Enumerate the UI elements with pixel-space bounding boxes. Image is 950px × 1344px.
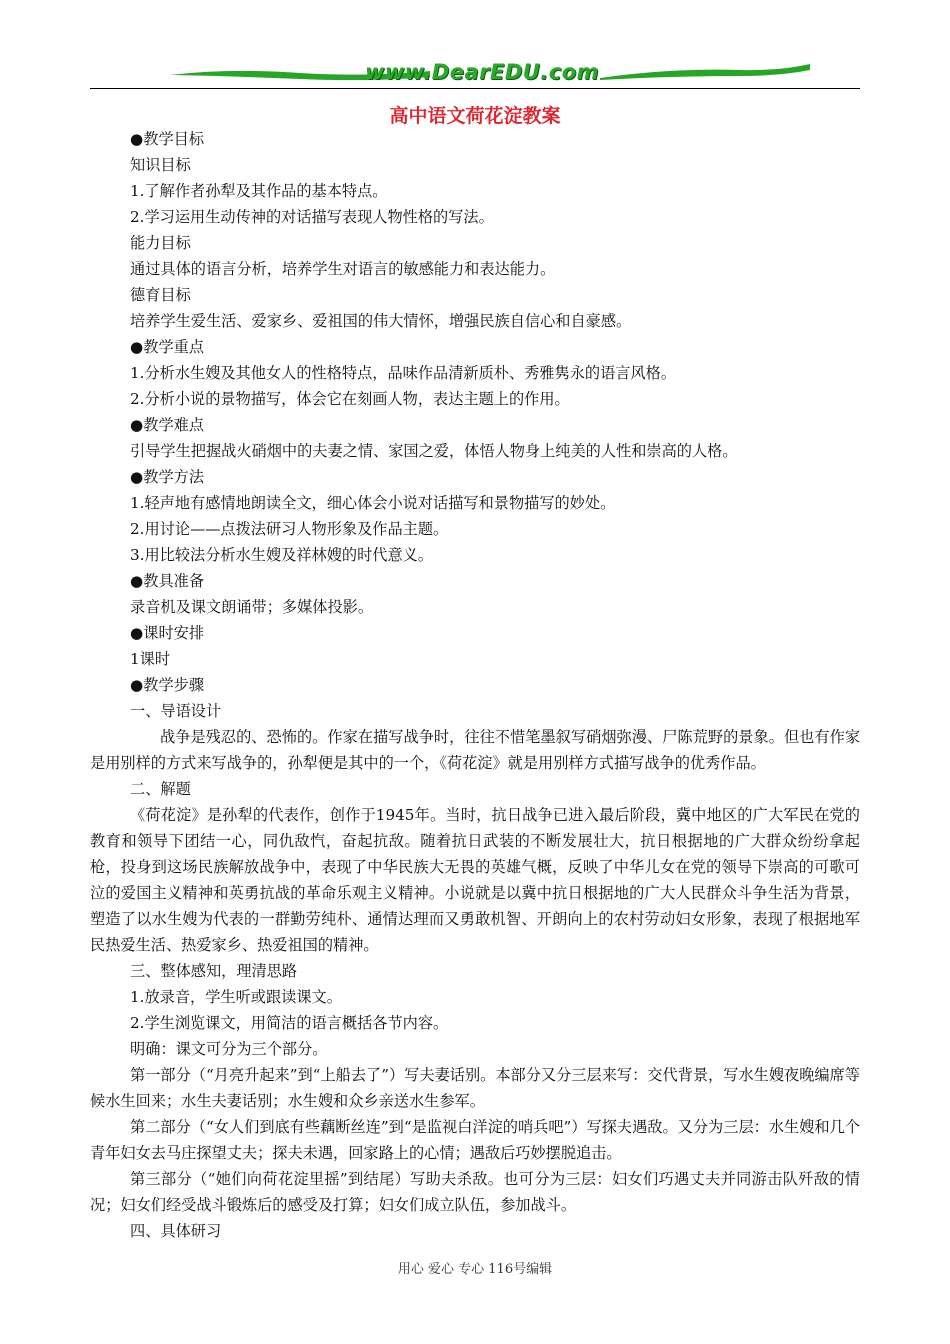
- section-heading: ●教具准备: [130, 572, 205, 590]
- subheading: 能力目标: [130, 234, 191, 252]
- site-logo[interactable]: www.DearEDU.com: [364, 60, 600, 84]
- part-three-paragraph: 第三部分（“她们向荷花淀里摇”到结尾）写助夫杀敌。也可分为三层：妇女们巧遇丈夫并同游击队歼敌的情况；妇女们经受战斗锻炼后的感受及打算；妇女们成立队伍，参加战斗。: [90, 1170, 860, 1214]
- step-heading: 一、导语设计: [130, 702, 222, 720]
- text-line: 培养学生爱生活、爱家乡、爱祖国的伟大情怀，增强民族自信心和自豪感。: [130, 312, 632, 330]
- right-swoosh-decoration: [600, 64, 810, 82]
- section-heading: ●教学难点: [130, 416, 205, 434]
- text-line: 明确：课文可分为三个部分。: [130, 1040, 328, 1058]
- list-item: 3.用比较法分析水生嫂及祥林嫂的时代意义。: [130, 546, 434, 564]
- list-item: 2.学习运用生动传神的对话描写表现人物性格的写法。: [130, 208, 494, 226]
- list-item: 1.放录音，学生听或跟读课文。: [130, 988, 342, 1006]
- intro-paragraph: 战争是残忍的、恐怖的。作家在描写战争时，往往不惜笔墨叙写硝烟弥漫、尸陈荒野的景象。但也有作家是用别样的方式来写战争的，孙犁便是其中的一个，《荷花淀》就是用别样方式描写战争的优秀作品。: [90, 728, 860, 772]
- subheading: 知识目标: [130, 156, 191, 174]
- title-analysis-paragraph: 《荷花淀》是孙犁的代表作，创作于1945年。当时，抗日战争已进入最后阶段，冀中地区的广大军民在党的教育和领导下团结一心，同仇敌忾，奋起抗敌。随着抗日武装的不断发展壮大，抗日根据地的广大群众纷纷拿起枪，投身到这场民族解放战争中，表现了中华民族大无畏的英雄气概，反映了中华儿女在党的领导下崇高的可歌可泣的爱国主义精神和英勇抗战的革命乐观主义精神。小说就是以冀中抗日根据地的广大人民群众斗争生活为背景，塑造了以水生嫂为代表的一群勤劳纯朴、通情达理而又勇敢机智、开朗向上的农村劳动妇女形象，表现了根据地军民热爱生活、热爱家乡、热爱祖国的精神。: [90, 806, 860, 954]
- step-heading: 三、整体感知，理清思路: [130, 962, 298, 980]
- section-heading: ●教学目标: [130, 130, 205, 148]
- subheading: 德育目标: [130, 286, 191, 304]
- section-heading: ●教学步骤: [130, 676, 205, 694]
- document-title: 高中语文荷花淀教案: [389, 105, 561, 127]
- document-body: [90, 126, 860, 1244]
- part-two-paragraph: 第二部分（“女人们到底有些藕断丝连”到“是监视白洋淀的哨兵吧”）写探夫遇敌。又分为三层：水生嫂和几个青年妇女去马庄探望丈夫；探夫未遇，回家路上的心情；遇敌后巧妙摆脱追击。: [90, 1118, 860, 1162]
- text-line: 通过具体的语言分析，培养学生对语言的敏感能力和表达能力。: [130, 260, 556, 278]
- list-item: 1.分析水生嫂及其他女人的性格特点，品味作品清新质朴、秀雅隽永的语言风格。: [130, 364, 677, 382]
- list-item: 2.分析小说的景物描写，体会它在刻画人物，表达主题上的作用。: [130, 390, 570, 408]
- section-heading: ●教学重点: [130, 338, 205, 356]
- list-item: 1.轻声地有感情地朗读全文，细心体会小说对话描写和景物描写的妙处。: [130, 494, 616, 512]
- part-one-paragraph: 第一部分（“月亮升起来”到“上船去了”）写夫妻话别。本部分又分三层来写：交代背景，写水生嫂夜晚编席等候水生回来；水生夫妻话别；水生嫂和众乡亲送水生参军。: [90, 1066, 860, 1110]
- header-rule: [90, 88, 860, 89]
- section-heading: ●课时安排: [130, 624, 205, 642]
- list-item: 2.用讨论——点拨法研习人物形象及作品主题。: [130, 520, 449, 538]
- list-item: 2.学生浏览课文，用简洁的语言概括各节内容。: [130, 1014, 449, 1032]
- section-heading: ●教学方法: [130, 468, 205, 486]
- site-header: [90, 58, 860, 92]
- text-line: 1课时: [130, 650, 171, 668]
- text-line: 引导学生把握战火硝烟中的夫妻之情、家国之爱，体悟人物身上纯美的人性和崇高的人格。: [130, 442, 738, 460]
- text-line: 录音机及课文朗诵带；多媒体投影。: [130, 598, 373, 616]
- step-heading: 四、具体研习: [130, 1222, 222, 1240]
- page-footer: 用心 爱心 专心 116号编辑: [397, 1262, 553, 1277]
- list-item: 1.了解作者孙犁及其作品的基本特点。: [130, 182, 388, 200]
- step-heading: 二、解题: [130, 780, 191, 798]
